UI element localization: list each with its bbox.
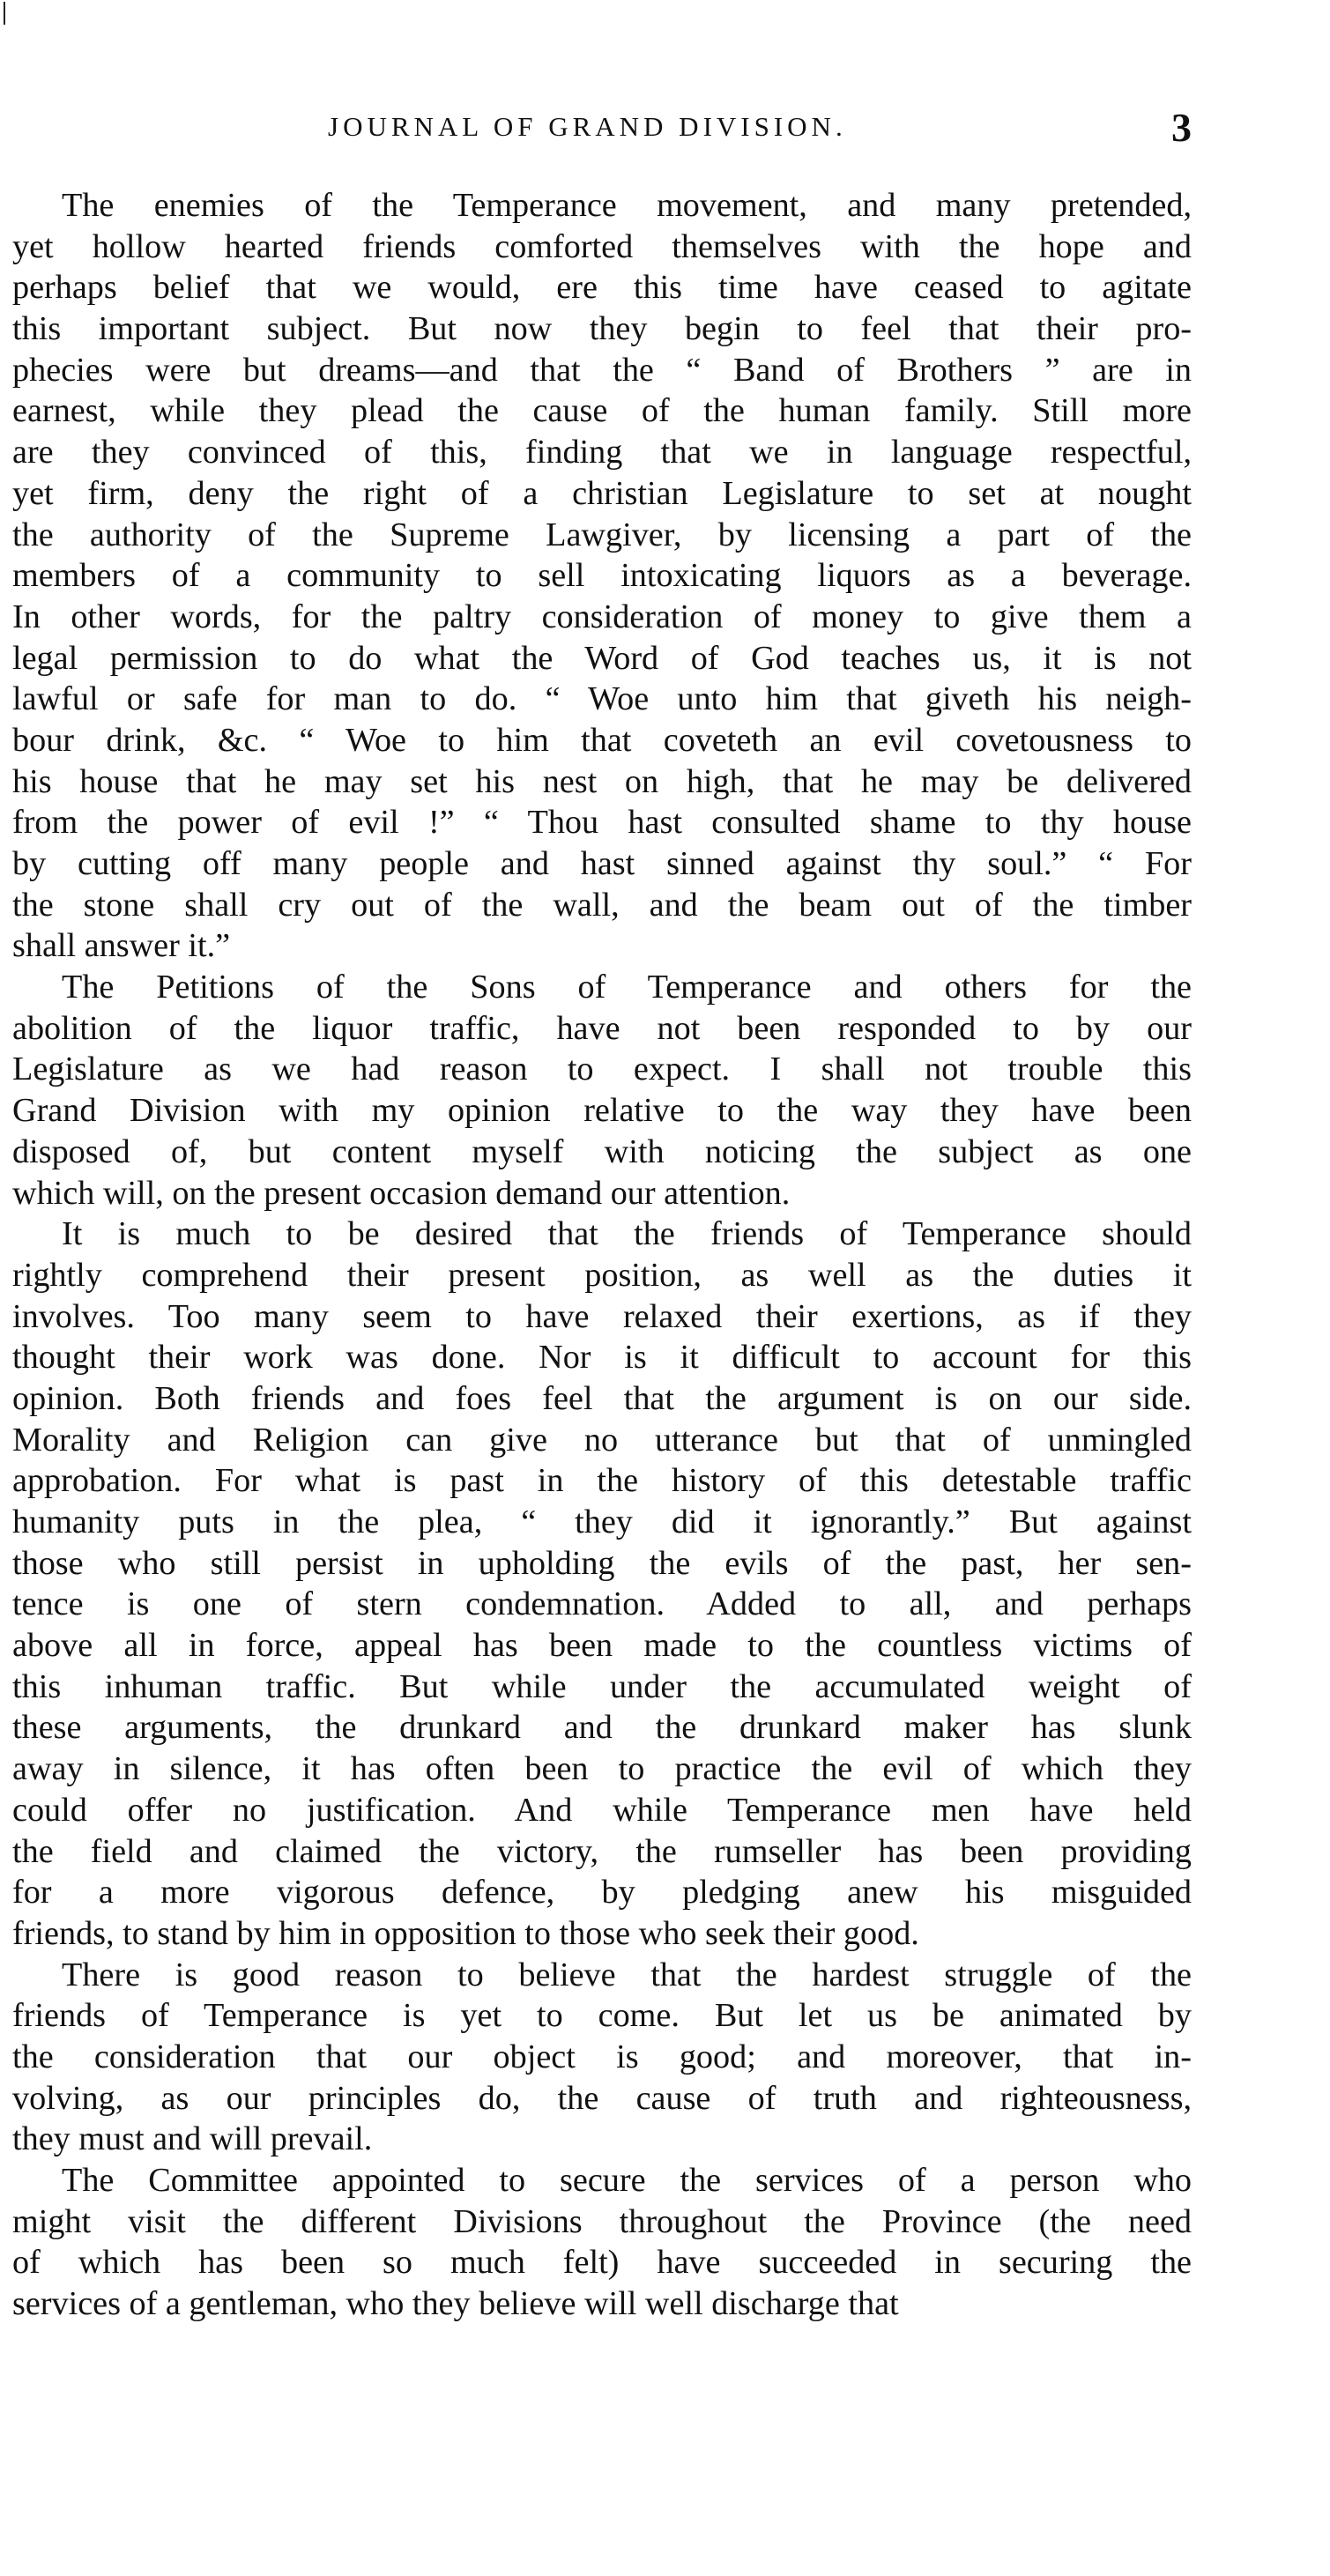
text-line: humanity puts in the plea, “ they did it ignorantly.” But against [12,1503,1192,1540]
text-line: legal permission to do what the Word of God teaches us, it is not [12,639,1192,677]
text-line: The enemies of the Temperance movement, and many pretended, [62,187,1192,224]
text-line: Grand Division with my opinion relative to the way they have been [12,1092,1192,1130]
text-line: friends of Temperance is yet to come. But let us be animated by [12,1997,1192,2035]
text-line: friends, to stand by him in opposition to those who seek their good. [12,1914,919,1952]
text-line: volving, as our principles do, the cause of truth and righteousness, [12,2079,1192,2117]
text-line: opinion. Both friends and foes feel that the argument is on our side. [12,1379,1192,1417]
body-text [12,185,1192,2325]
text-line: for a more vigorous defence, by pledging anew his misguided [12,1874,1192,1912]
text-line: from the power of evil !” “ Thou hast consulted shame to thy house [12,804,1192,842]
text-line: In other words, for the paltry consideration of money to give them a [12,598,1192,635]
text-line: tence is one of stern condemnation. Added to all, and perhaps [12,1585,1192,1623]
text-line: The Petitions of the Sons of Temperance and others for the [62,969,1192,1006]
text-line: It is much to be desired that the friends of Temperance should [62,1215,1192,1253]
text-line: the consideration that our object is good; and moreover, that in- [12,2038,1192,2075]
paragraph [12,1214,1192,1954]
text-line: could offer no justification. And while Temperance men have held [12,1791,1192,1829]
text-line: There is good reason to believe that the hardest struggle of the [62,1956,1192,1993]
text-line: these arguments, the drunkard and the drunkard maker has slunk [12,1709,1192,1747]
text-line: above all in force, appeal has been made to the countless victims of [12,1627,1192,1665]
text-line: yet hollow hearted friends comforted themselves with the hope and [12,227,1192,265]
page-number: 3 [1171,105,1192,150]
paragraph [12,2160,1192,2325]
text-line: this inhuman traffic. But while under the accumulated weight of [12,1667,1192,1705]
text-line: services of a gentleman, who they believe will well discharge that [12,2285,899,2323]
text-line: disposed of, but content myself with noticing the subject as one [12,1132,1192,1170]
text-line: rightly comprehend their present position, as well as the duties it [12,1256,1192,1294]
text-line: away in silence, it has often been to practice the evil of which they [12,1750,1192,1788]
text-line: might visit the different Divisions throughout the Province (the need [12,2202,1192,2240]
text-line: are they convinced of this, finding that we in language respectful, [12,434,1192,471]
text-line: The Committee appointed to secure the services of a person who [62,2162,1192,2199]
running-head: JOURNAL OF GRAND DIVISION. [328,111,847,142]
page-header [328,104,1192,157]
paragraph [12,967,1192,1214]
text-line: his house that he may set his nest on high, that he may be delivered [12,762,1192,800]
text-line: which will, on the present occasion demand our attention. [12,1174,791,1212]
scan-edge-mark [4,2,5,25]
paragraph [12,185,1192,967]
text-line: phecies were but dreams—and that the “ Band of Brothers ” are in [12,351,1192,389]
paragraph [12,1955,1192,2160]
text-line: the stone shall cry out of the wall, and the beam out of the timber [12,886,1192,924]
text-line: involves. Too many seem to have relaxed their exertions, as if they [12,1297,1192,1335]
text-line: abolition of the liquor traffic, have not been responded to by our [12,1009,1192,1047]
text-line: of which has been so much felt) have succeeded in securing the [12,2244,1192,2282]
text-line: those who still persist in upholding the evils of the past, her sen- [12,1544,1192,1582]
text-line: Legislature as we had reason to expect. I shall not trouble this [12,1050,1192,1088]
text-line: approbation. For what is past in the history of this detestable traffic [12,1462,1192,1500]
text-line: bour drink, &c. “ Woe to him that coveteth an evil covetousness to [12,721,1192,759]
text-line: the field and claimed the victory, the rumseller has been providing [12,1832,1192,1870]
text-line: shall answer it.” [12,927,231,965]
text-line: Morality and Religion can give no utterance but that of unmingled [12,1421,1192,1459]
text-line: perhaps belief that we would, ere this time have ceased to agitate [12,269,1192,307]
text-line: members of a community to sell intoxicating liquors as a beverage. [12,557,1192,595]
text-line: by cutting off many people and hast sinned against thy soul.” “ For [12,845,1192,882]
text-line: they must and will prevail. [12,2120,373,2158]
text-line: this important subject. But now they begin to feel that their pro- [12,310,1192,348]
text-line: yet firm, deny the right of a christian Legislature to set at nought [12,474,1192,512]
text-line: thought their work was done. Nor is it difficult to account for this [12,1339,1192,1377]
text-line: lawful or safe for man to do. “ Woe unto him that giveth his neigh- [12,680,1192,718]
text-line: the authority of the Supreme Lawgiver, by licensing a part of the [12,516,1192,553]
text-line: earnest, while they plead the cause of the human family. Still more [12,392,1192,430]
